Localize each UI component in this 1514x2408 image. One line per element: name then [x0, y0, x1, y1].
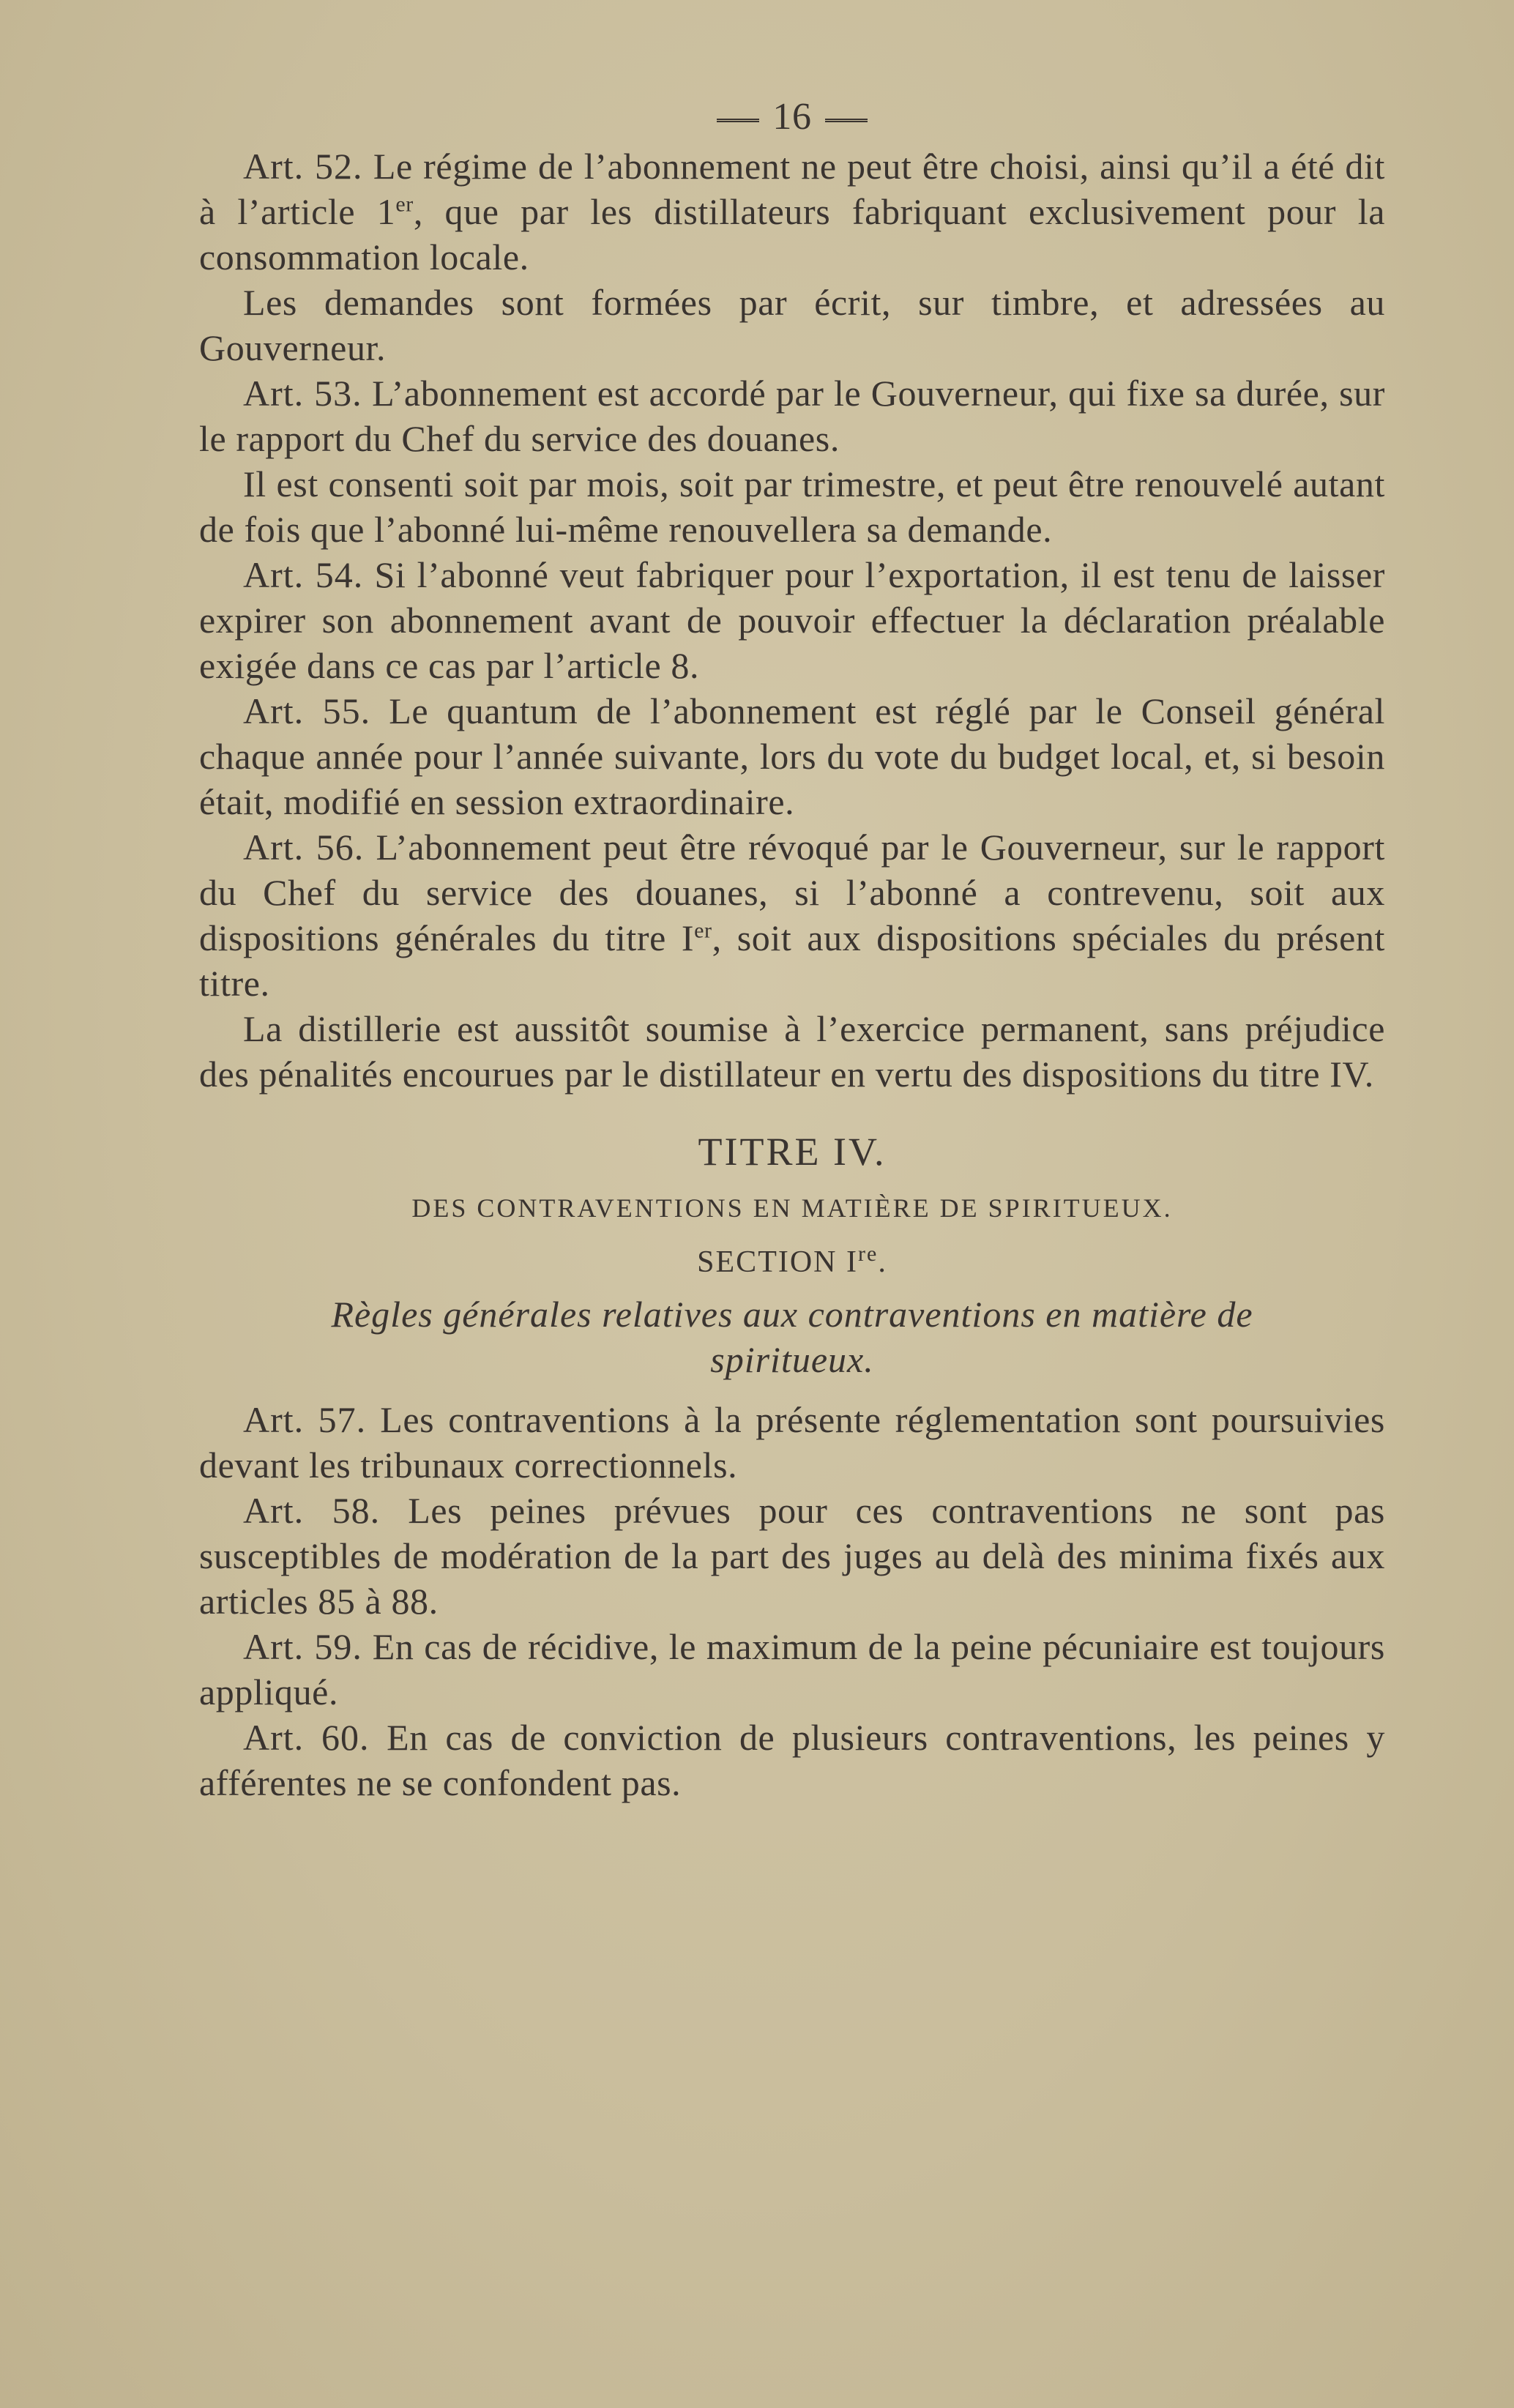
- titre-subheading: DES CONTRAVENTIONS EN MATIÈRE DE SPIRITUEUX.: [411, 1193, 1173, 1223]
- page-number: 16: [199, 95, 1385, 139]
- section-title-italic: Règles générales relatives aux contraventions en matière de spiritueux.: [331, 1294, 1253, 1380]
- paragraph-art-59: Art. 59. En cas de récidive, le maximum de la peine pécuniaire est toujours appliqué.: [199, 1626, 1385, 1712]
- paragraph-art-52: Art. 52. Le régime de l’abonnement ne peut être choisi, ainsi qu’il a été dit à l’article 1er, que par les distillateurs fabriquant exclusivement pour la consommation locale.: [199, 146, 1386, 277]
- text-block: [199, 95, 1385, 1805]
- section-heading: SECTION Ire.: [697, 1242, 887, 1279]
- paragraph-art-60: Art. 60. En cas de conviction de plusieurs contraventions, les peines y afférentes ne se confondent pas.: [199, 1717, 1385, 1803]
- paragraph-distillerie: La distillerie est aussitôt soumise à l’exercice permanent, sans préjudice des pénalités encourues par le distillateur en vertu des dispositions du titre IV.: [199, 1008, 1385, 1095]
- paragraph-art-56: Art. 56. L’abonnement peut être révoqué par le Gouverneur, sur le rapport du Chef du service des douanes, si l’abonné a contrevenu, soit aux dispositions générales du titre Ier, soit aux dispositions spéciales du présent titre.: [199, 827, 1385, 1004]
- titre-heading: TITRE IV.: [698, 1130, 887, 1174]
- paragraph-art-57: Art. 57. Les contraventions à la présente réglementation sont poursuivies devant les tribunaux correctionnels.: [199, 1399, 1385, 1486]
- paragraph-consenti: Il est consenti soit par mois, soit par trimestre, et peut être renouvelé autant de fois que l’abonné lui-même renouvellera sa demande.: [199, 463, 1385, 550]
- ornament-dash-left: [717, 119, 759, 122]
- paragraph-art-54: Art. 54. Si l’abonné veut fabriquer pour l’exportation, il est tenu de laisser expirer son abonnement avant de pouvoir effectuer la déclaration préalable exigée dans ce cas par l’article 8.: [199, 554, 1386, 686]
- paragraph-art-53: Art. 53. L’abonnement est accordé par le Gouverneur, qui fixe sa durée, sur le rapport du Chef du service des douanes.: [199, 373, 1385, 459]
- paragraph-demandes: Les demandes sont formées par écrit, sur timbre, et adressées au Gouverneur.: [199, 282, 1385, 368]
- paragraph-art-55: Art. 55. Le quantum de l’abonnement est réglé par le Conseil général chaque année pour l’année suivante, lors du vote du budget local, et, si besoin était, modifié en session extraordinaire.: [199, 690, 1385, 822]
- paragraph-art-58: Art. 58. Les peines prévues pour ces contraventions ne sont pas susceptibles de modération de la part des juges au delà des minima fixés aux articles 85 à 88.: [199, 1490, 1385, 1622]
- ornament-dash-right: [825, 119, 868, 122]
